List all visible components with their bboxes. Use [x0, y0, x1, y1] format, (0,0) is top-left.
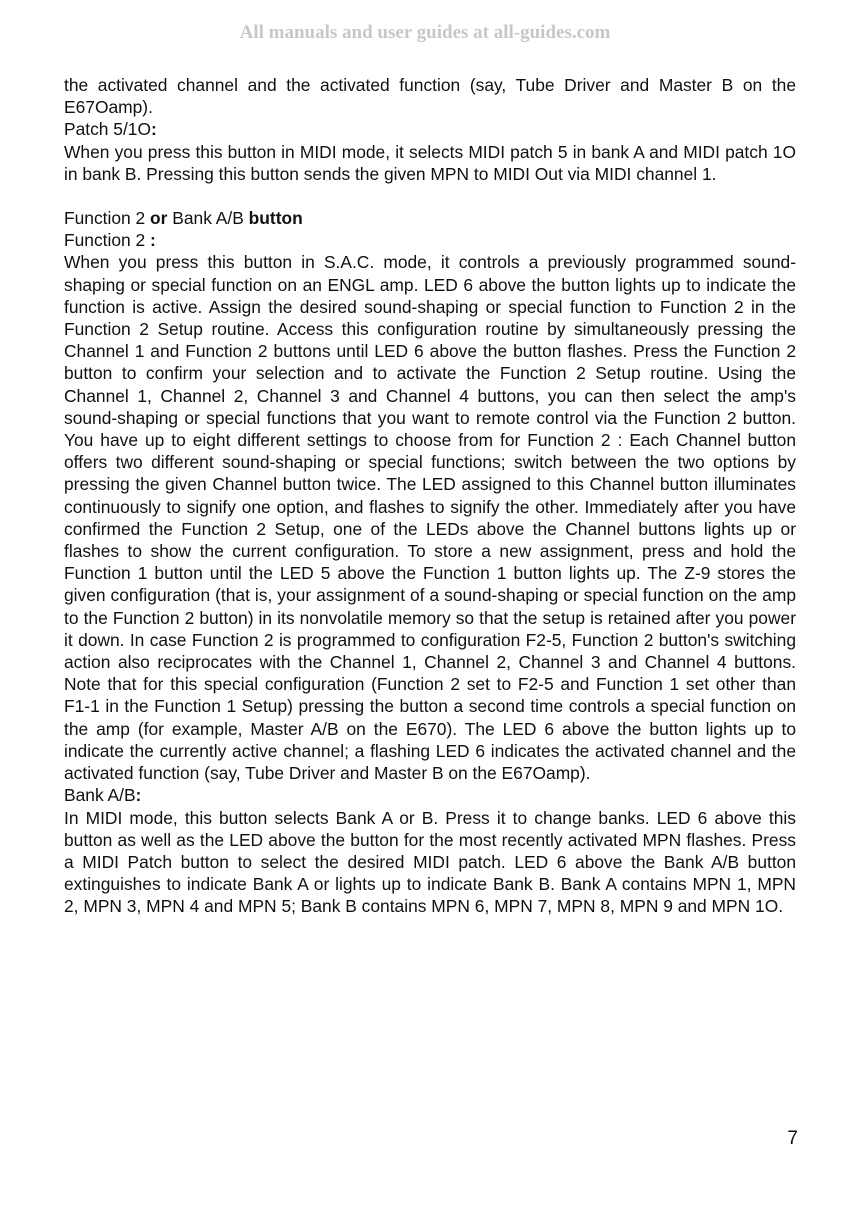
paragraph-gap	[64, 185, 796, 207]
patch-heading-text: Patch 5/1O	[64, 119, 152, 140]
watermark: All manuals and user guides at all-guides.com	[239, 22, 611, 43]
intro-continuation: the activated channel and the activated function (say, Tube Driver and Master B on the E67Oamp).	[64, 75, 796, 118]
function2-sub-text: Function 2	[64, 230, 151, 251]
bank-body: In MIDI mode, this button selects Bank A or B. Press it to change banks. LED 6 above this button as well as the LED above the button for the most recently activated MPN flashes. Press a MIDI Patch button to select the desired MIDI patch. LED 6 above the Bank A/B button extinguishes to indicate Bank A or lights up to indicate Bank B. Bank A contains MPN 1, MPN 2, MPN 3, MPN 4 and MPN 5; Bank B contains MPN 6, MPN 7, MPN 8, MPN 9 and MPN 1O.	[64, 807, 796, 917]
function2-heading-or: or	[150, 208, 168, 229]
function2-heading-button: button	[248, 208, 303, 229]
patch-body: When you press this button in MIDI mode, it selects MIDI patch 5 in bank A and MIDI patch 1O in bank B. Pressing this button sends the given MPN to MIDI Out via MIDI channel 1.	[64, 141, 796, 184]
function2-body: When you press this button in S.A.C. mode, it controls a previously programmed sound-shaping or special function on an ENGL amp. LED 6 above the button lights up to indicate the function is active. Assign the desired sound-shaping or special function to Function 2 in the Function 2 Setup routine. Access this configuration routine by simultaneously pressing the Channel 1 and Function 2 buttons until LED 6 above the button flashes. Press the Function 2 button to confirm your selection and to activate the Function 2 Setup routine. Using the Channel 1, Channel 2, Channel 3 and Channel 4 buttons, you can then select the amp's sound-shaping or special functions that you want to remote control via the Function 2 button. You have up to eight different settings to choose from for Function 2 : Each Channel button offers two different sound-shaping or special functions; switch between the two options by pressing the given Channel button twice. The LED assigned to this Channel button illuminates continuously to signify one option, and flashes to signify the other. Immediately after you have confirmed the Function 2 Setup, one of the LEDs above the Channel buttons lights up or flashes to show the current configuration. To store a new assignment, press and hold the Function 1 button until the LED 5 above the Function 1 button lights up. The Z-9 stores the given configuration (that is, your assignment of a sound-shaping or special function on the amp to the Function 2 button) in its nonvolatile memory so that the setup is retained after you power it down. In case Function 2 is programmed to configuration F2-5, Function 2 button's switching action also reciprocates with the Channel 1, Channel 2, Channel 3 and Channel 4 buttons. Note that for this special configuration (Function 2 set to F2-5 and Function 1 set other than F1-1 in the Function 1 Setup) pressing the button a second time controls a special function on the amp (for example, Master A/B on the E670). The LED 6 above the button lights up to indicate the currently active channel; a flashing LED 6 indicates the activated channel and the activated function (say, Tube Driver and Master B on the E67Oamp).	[64, 252, 796, 784]
bank-heading-text: Bank A/B	[64, 785, 136, 806]
patch-heading	[64, 118, 796, 140]
function2-subheading	[64, 229, 796, 251]
function2-heading-a: Function 2	[64, 208, 151, 229]
patch-heading-colon: :	[151, 119, 157, 140]
bank-heading-colon: :	[135, 785, 142, 806]
function2-heading-b: Bank A/B	[167, 208, 249, 229]
page-content	[64, 74, 796, 918]
bank-heading	[64, 784, 796, 806]
function2-heading	[64, 207, 796, 229]
function2-sub-colon: :	[150, 230, 156, 251]
page-number: 7	[787, 1128, 798, 1149]
